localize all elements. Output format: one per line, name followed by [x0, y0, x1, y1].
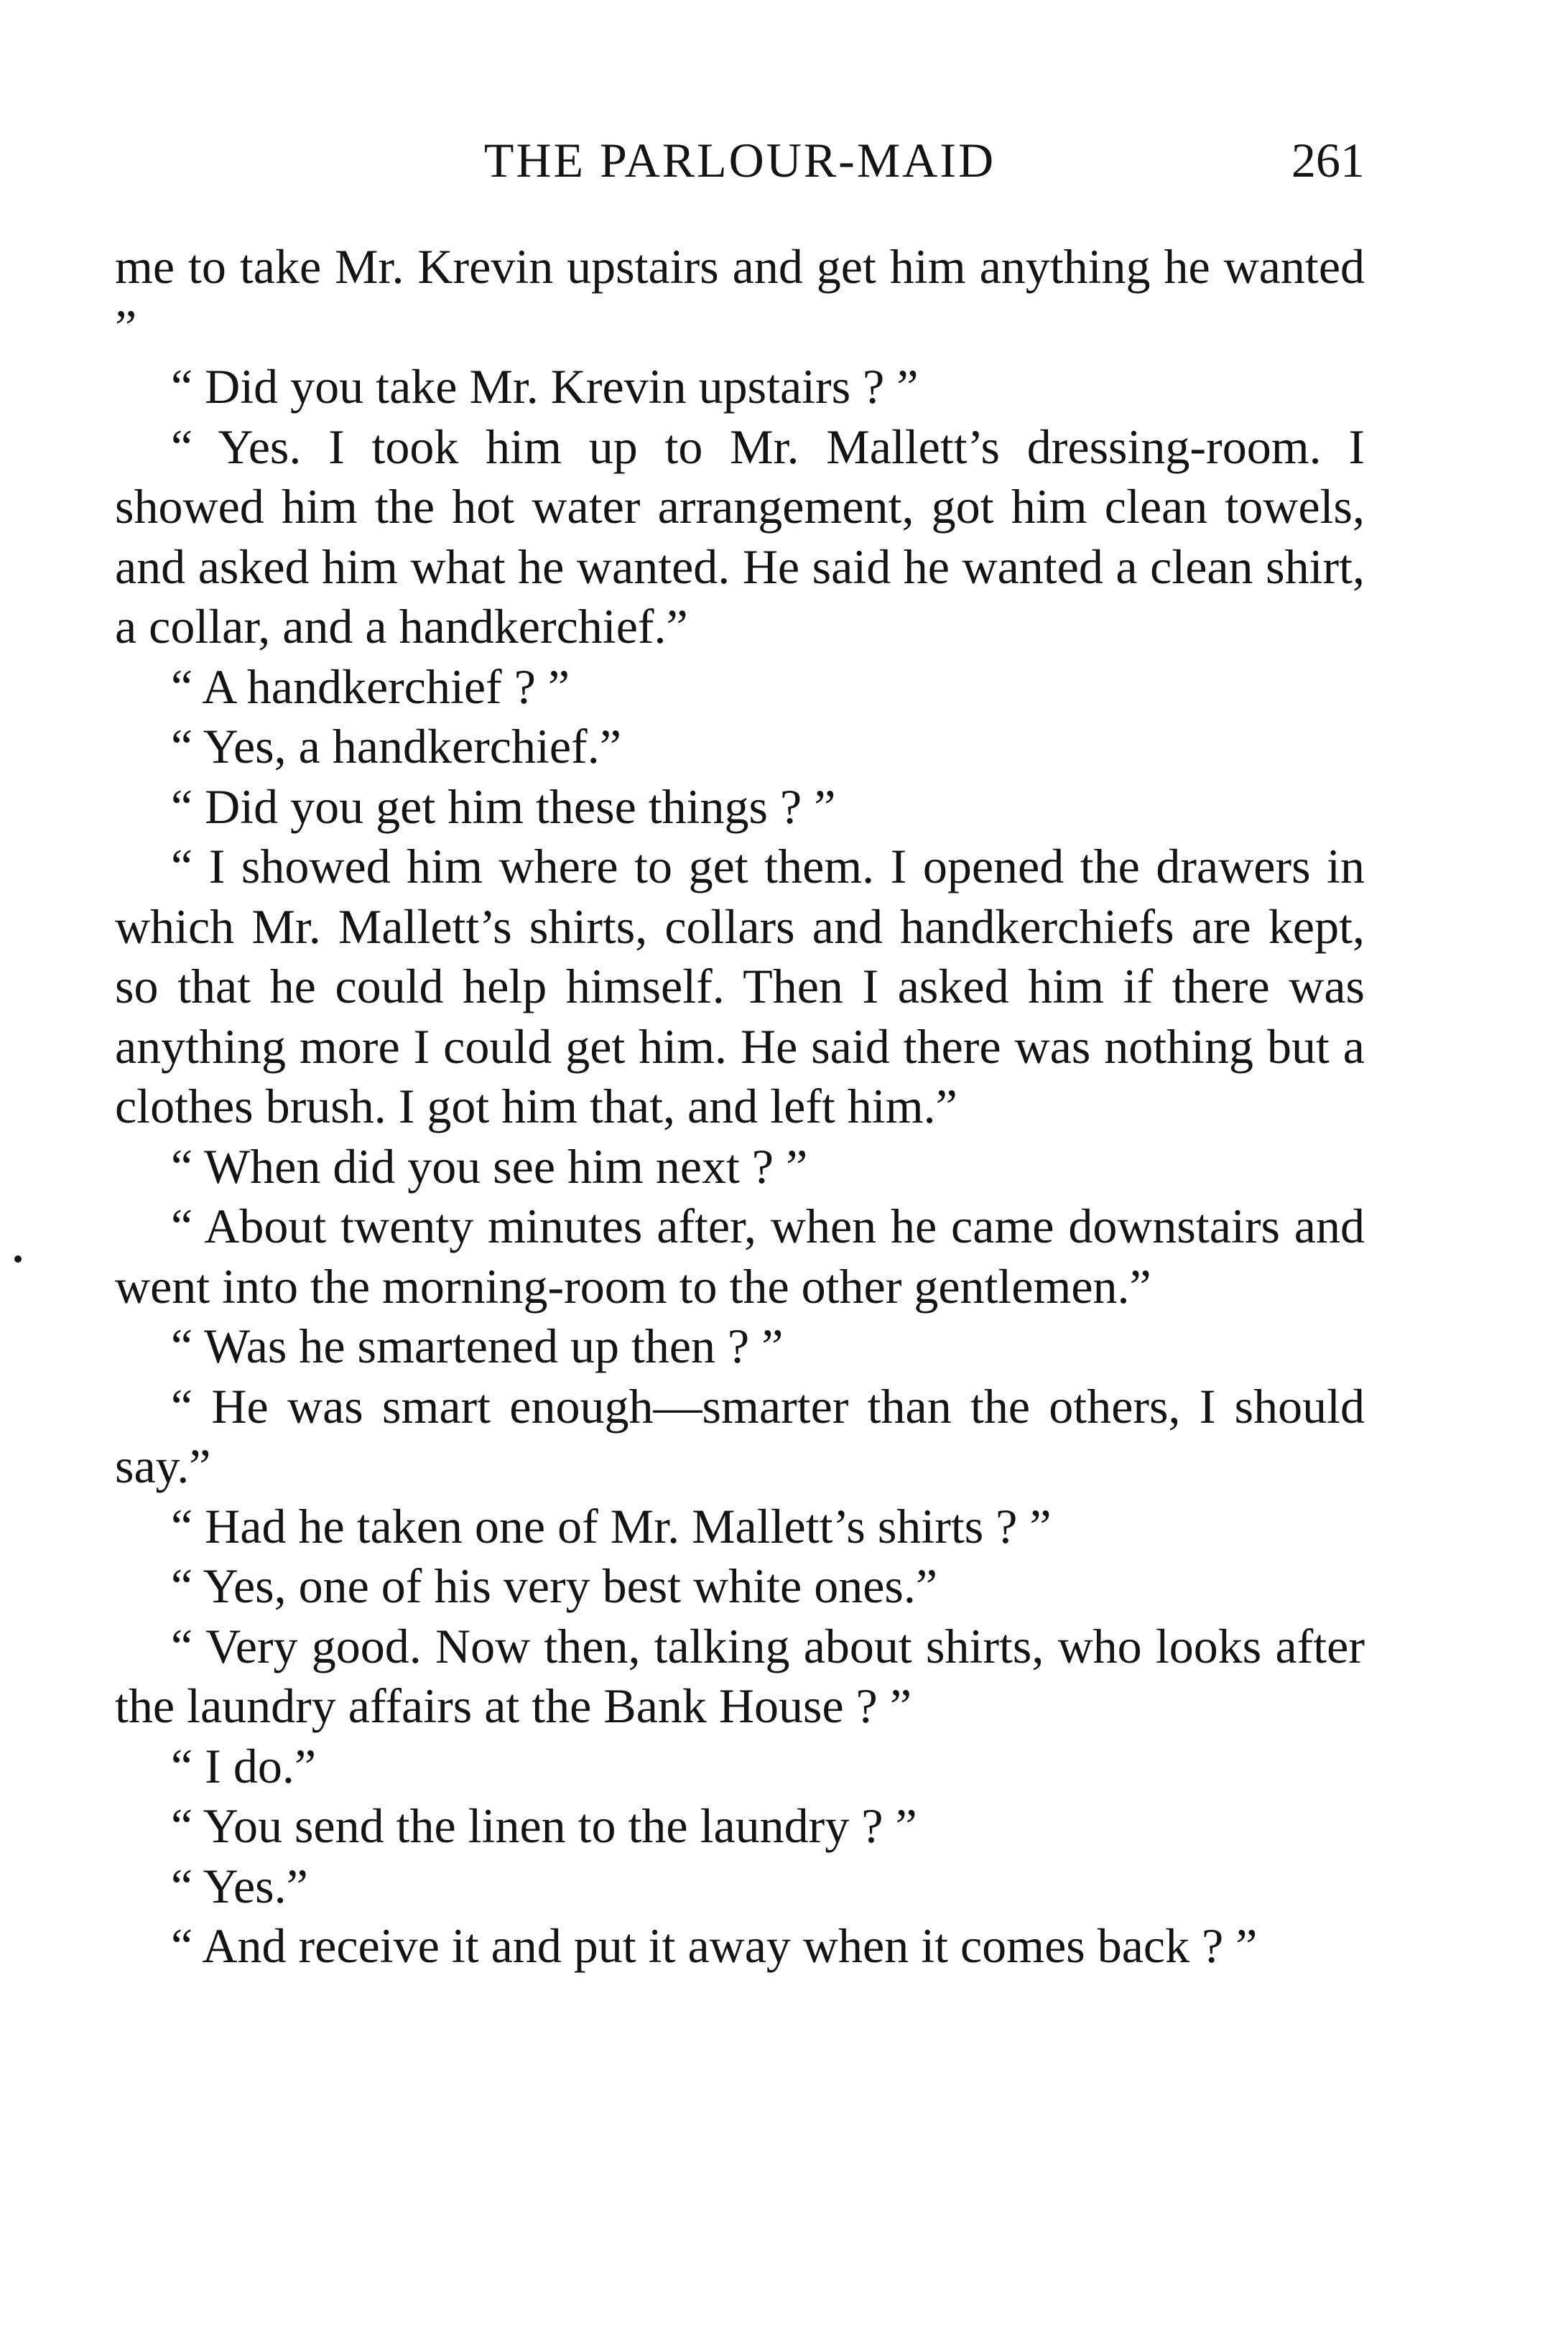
paragraph: “ A handkerchief ? ” [171, 659, 570, 714]
paragraph: “ Did you take Mr. Krevin upstairs ? ” [171, 359, 919, 414]
paragraph: “ I showed him where to get them. I opened the drawers in which Mr. Mallett’s shirts, collars and handkerchiefs are kept, so that he could help himself. Then I asked him if there was anything more I could get him. He said there was nothing but a clothes brush. I got him that, and left him.” [115, 839, 1365, 1133]
paragraph: “ Yes. I took him up to Mr. Mallett’s dressing-room. I showed him the hot water arrangement, got him clean towels, and asked him what he wanted. He said he wanted a clean shirt, a collar, and a handkerchief.” [115, 419, 1365, 654]
paragraph: “ Yes, one of his very best white ones.” [171, 1559, 938, 1613]
paragraph: “ Very good. Now then, talking about shirts, who looks after the laundry affairs at the Bank House ? ” [115, 1618, 1365, 1733]
paragraph: “ Had he taken one of Mr. Mallett’s shirts ? ” [171, 1498, 1052, 1553]
paragraph: “ Yes, a handkerchief.” [171, 719, 621, 774]
paragraph: “ When did you see him next ? ” [171, 1138, 808, 1194]
margin-mark [14, 1255, 22, 1263]
page-number: 261 [1291, 133, 1365, 187]
paragraph: me to take Mr. Krevin upstairs and get him anything he wanted ” [115, 239, 1365, 354]
paragraph: “ He was smart enough—smarter than the others, I should say.” [115, 1378, 1365, 1493]
paragraph: “ You send the linen to the laundry ? ” [171, 1798, 917, 1853]
page-header [115, 128, 1365, 192]
running-title: THE PARLOUR-MAID [483, 133, 996, 187]
paragraph: “ About twenty minutes after, when he came downstairs and went into the morning-room to the other gentlemen.” [115, 1199, 1365, 1314]
body-text [115, 237, 1365, 1977]
paragraph: “ Yes.” [171, 1858, 308, 1913]
paragraph: “ Was he smartened up then ? ” [171, 1319, 784, 1373]
paragraph: “ And receive it and put it away when it comes back ? ” [171, 1918, 1258, 1973]
paragraph: “ Did you get him these things ? ” [171, 779, 836, 834]
paragraph: “ I do.” [171, 1738, 317, 1793]
